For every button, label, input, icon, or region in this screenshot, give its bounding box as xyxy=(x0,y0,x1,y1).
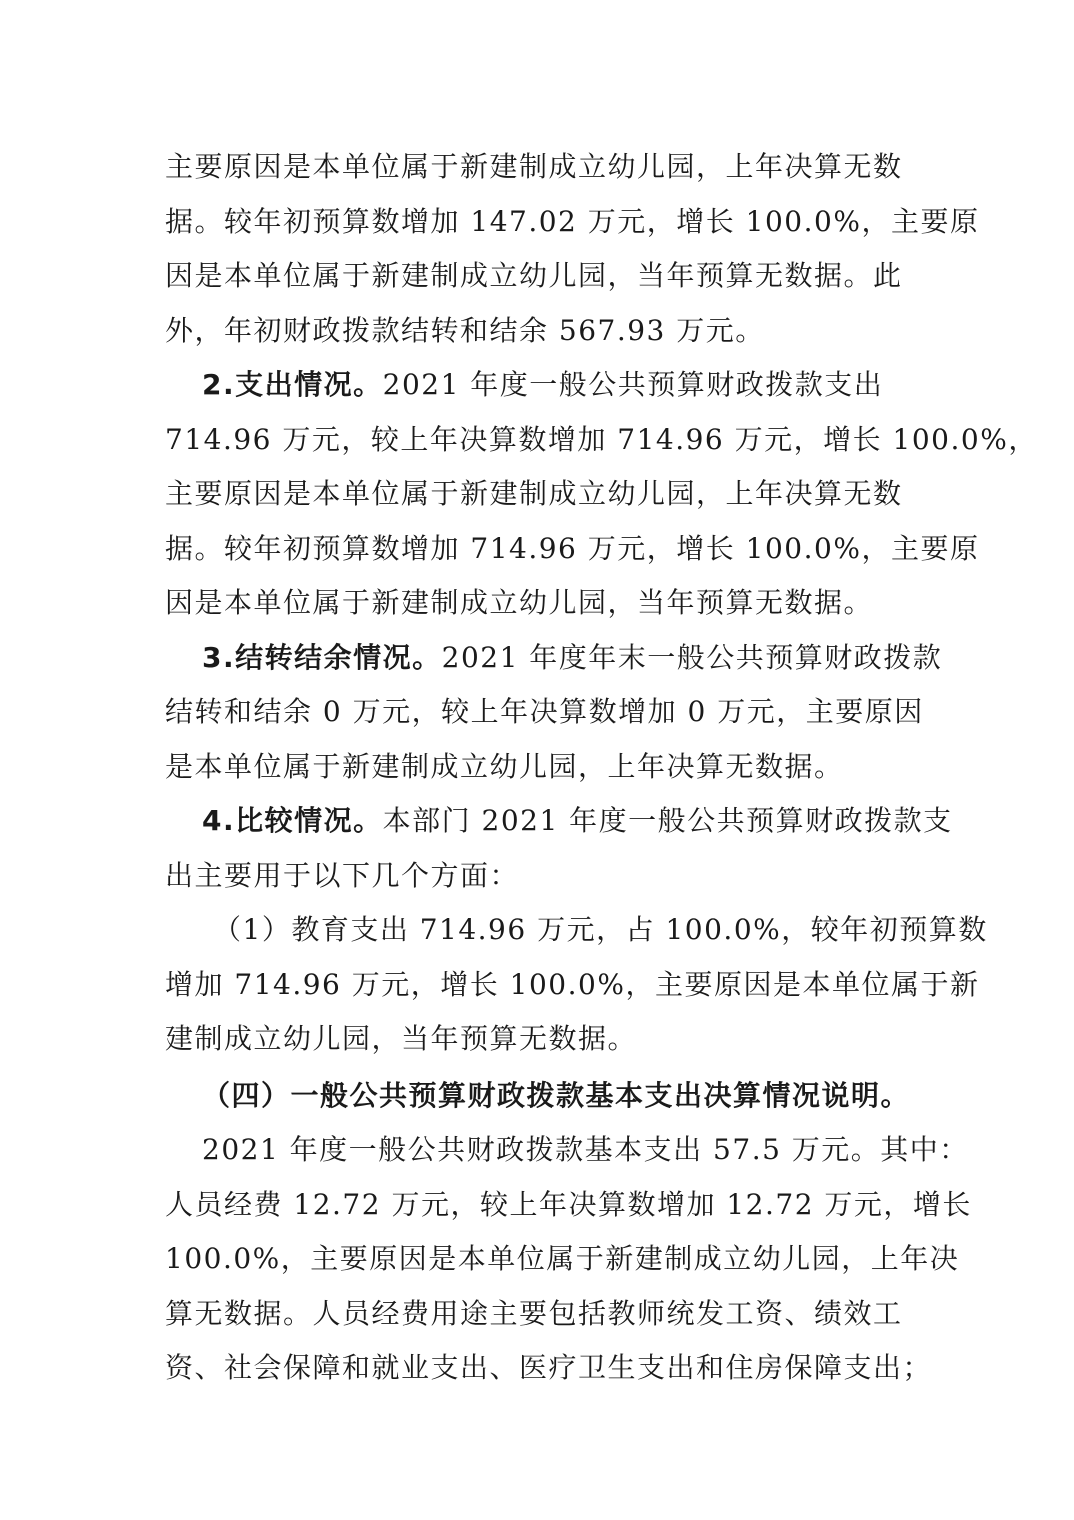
text-line: 出主要用于以下几个方面： xyxy=(165,858,520,892)
text-run: 2021 年度一般公共预算财政拨款支出 xyxy=(382,368,884,401)
text-line: 增加 714.96 万元，增长 100.0%，主要原因是本单位属于新 xyxy=(165,967,980,1001)
text-run: 本部门 2021 年度一般公共预算财政拨款支 xyxy=(382,804,953,837)
paragraph-comparison xyxy=(165,794,953,903)
text-line xyxy=(165,358,925,413)
text-line: 主要原因是本单位属于新建制成立幼儿园，上年决算无数 xyxy=(165,477,903,510)
text-line: （1）教育支出 714.96 万元，占 100.0%，较年初预算数 xyxy=(213,913,988,946)
section-label-carryover: 3.结转结余情况。 xyxy=(202,640,442,674)
text-line: 资、社会保障和就业支出、医疗卫生支出和住房保障支出； xyxy=(165,1351,933,1384)
text-line: 2021 年度一般公共财政拨款基本支出 57.5 万元。其中： xyxy=(202,1133,969,1166)
text-line: 人员经费 12.72 万元，较上年决算数增加 12.72 万元，增长 xyxy=(165,1187,972,1221)
text-line: 算无数据。人员经费用途主要包括教师统发工资、绩效工 xyxy=(165,1296,903,1330)
text-line: 建制成立幼儿园，当年预算无数据。 xyxy=(165,1022,638,1055)
text-line: 主要原因是本单位属于新建制成立幼儿园，上年决算无数 xyxy=(165,150,903,183)
paragraph-expenditure xyxy=(165,358,1038,631)
text-line: 100.0%，主要原因是本单位属于新建制成立幼儿园，上年决 xyxy=(165,1242,960,1275)
text-line: 据。较年初预算数增加 147.02 万元，增长 100.0%，主要原 xyxy=(165,204,980,238)
text-line: 外，年初财政拨款结转和结余 567.93 万元。 xyxy=(165,313,765,347)
paragraph-education-expenditure xyxy=(165,903,988,1067)
text-line: 因是本单位属于新建制成立幼儿园，当年预算无数据。 xyxy=(165,586,874,619)
section-label-expenditure: 2.支出情况。 xyxy=(202,368,383,401)
text-line: 据。较年初预算数增加 714.96 万元，增长 100.0%，主要原 xyxy=(165,531,980,565)
text-run: 2021 年度年末一般公共预算财政拨款 xyxy=(441,640,943,674)
document-page xyxy=(165,140,1038,1396)
text-line: 是本单位属于新建制成立幼儿园，上年决算无数据。 xyxy=(165,749,844,783)
paragraph-carryover xyxy=(165,631,943,795)
text-line: 结转和结余 0 万元，较上年决算数增加 0 万元，主要原因 xyxy=(165,695,924,728)
text-line xyxy=(165,794,953,849)
section-heading-basic-expenditure: （四）一般公共预算财政拨款基本支出决算情况说明。 xyxy=(202,1078,911,1112)
paragraph-basic-expenditure xyxy=(165,1123,972,1396)
paragraph-income-continuation xyxy=(165,140,980,358)
text-line: 因是本单位属于新建制成立幼儿园，当年预算无数据。此 xyxy=(165,259,903,292)
text-line: 714.96 万元，较上年决算数增加 714.96 万元，增长 100.0%， xyxy=(165,422,1038,456)
text-line xyxy=(165,631,943,686)
section-label-comparison: 4.比较情况。 xyxy=(202,804,383,837)
